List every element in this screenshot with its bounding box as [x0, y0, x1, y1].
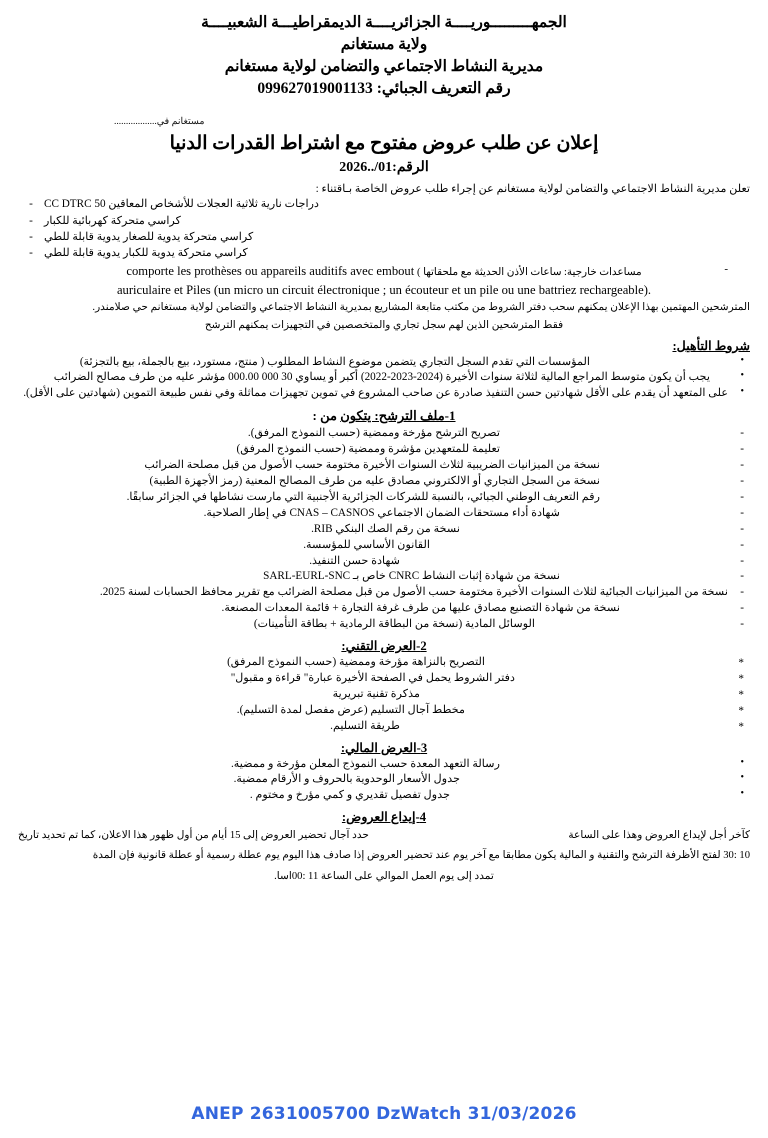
section3-item-label: جدول تفصيل تقديري و كمي مؤرخ و مختوم . [249, 789, 450, 802]
list-item [18, 474, 750, 490]
section2-item-label: مخطط آجال التسليم (عرض مفصل لمدة التسليم). [236, 703, 465, 716]
list-item [18, 490, 750, 506]
header-wilaya-line: ولاية مستغانم [340, 36, 428, 53]
section1-heading [18, 408, 750, 424]
section4-line1-right: حدد آجال تحضير العروض إلى 15 أيام من أول ظهور هذا الاعلان، كما تم تحديد تاريخ [18, 830, 369, 842]
place-date-line: مستغانم في.................. [114, 117, 205, 127]
section1-item-label: نسخة من السجل التجاري أو الالكتروني مصادق عليه من طرف المصالح المعنية (رمز الأجهزة الطبية) [149, 474, 600, 487]
section2-item-label: مذكرة تقنية تبريرية [332, 687, 420, 700]
section1-item-label: نسخة من شهادة إثبات النشاط CNRC خاص بـ SARL-EURL-SNC [263, 570, 560, 583]
qualification-item-label: على المتعهد أن يقدم على الأقل شهادتين حسن التنفيذ صادرة عن صاحب المشروع في تموين تجهيزات مماثلة وفي نفس طبيعة التموين (شهادتين على الأقل). [23, 387, 728, 400]
equipment-item-label: كراسي متحركة كهربائية للكبار [44, 214, 181, 227]
header-tax-id-line: رقم التعريف الجبائي: 099627019001133 [257, 80, 511, 97]
list-item [18, 355, 750, 371]
section3-item-label: رسالة التعهد المعدة حسب النموذج المعلن مؤرخة و ممضية. [230, 757, 500, 770]
list-item [18, 772, 750, 788]
section3-heading: 3-العرض المالي: [340, 740, 428, 755]
list-item [18, 569, 750, 585]
list-item [18, 671, 750, 687]
list-item [18, 245, 750, 261]
section4-heading: 4-إيداع العروض: [341, 810, 427, 825]
section1-item-label: نسخة من الميزانيات الجبائية لثلاث السنوات الأخيرة مختومة حسب الأصول من قبل مصلحة الضرائب مع تقرير محافظ الحسابات لسنة 2025. [99, 586, 728, 599]
section1-list [18, 426, 750, 633]
dash-bullet-icon: - [29, 198, 33, 211]
list-item [18, 426, 750, 442]
section4-line3: تمدد إلى يوم العمل الموالي على الساعة 11 :00اسا. [274, 871, 494, 883]
list-item [18, 196, 750, 212]
header-republic-line: الجمهـــــــــوريــــة الجزائريــــة الديمقراطيـــة الشعبيــــة [201, 14, 567, 31]
list-item [18, 703, 750, 719]
list-item [18, 229, 750, 245]
list-item [18, 458, 750, 474]
section1-title-tail: من : [312, 408, 337, 424]
document-header [18, 12, 750, 100]
equipment-list [18, 196, 750, 261]
header-directorate-line: مديرية النشاط الاجتماعي والتضامن لولاية مستغانم [224, 58, 544, 75]
section1-item-label: تصريح الترشح مؤرخة وممضية (حسب النموذج المرفق). [247, 427, 500, 440]
section4-line1-left: كآخر أجل لإيداع العروض وهذا على الساعة [568, 830, 750, 842]
intro-paragraph: تعلن مديرية النشاط الاجتماعي والتضامن لولاية مستغانم عن إجراء طلب عروض الخاصة بـاقتناء : [315, 182, 750, 195]
dash-bullet-icon: - [29, 230, 33, 243]
section1-item-label: نسخة من شهادة التصنيع مصادق عليها من طرف غرفة التجارة + قائمة المعدات المصنعة. [221, 602, 620, 615]
section1-number: 1 [449, 408, 456, 424]
list-item [18, 386, 750, 402]
dash-bullet-icon: - [29, 214, 33, 227]
list-item [18, 213, 750, 229]
anep-footer: ANEP 2631005700 DzWatch 31/03/2026 [191, 1104, 577, 1124]
section1-item-label: تعليمة للمتعهدين مؤشرة وممضية (حسب النموذج المرفق) [236, 443, 500, 456]
external-aid-block [18, 263, 750, 298]
list-item [18, 757, 750, 773]
dash-bullet-icon: - [724, 263, 728, 276]
list-item [18, 370, 750, 386]
list-item [18, 788, 750, 804]
eligibility-paragraph: فقط المترشحين الذين لهم سجل تجاري والمتخصصين في التجهيزات يمكنهم الترشح [204, 319, 564, 331]
section2-list [18, 655, 750, 735]
section1-item-label: الوسائل المادية (نسخة من البطاقة الرمادية + بطاقة التأمينات) [253, 618, 535, 631]
section4-deadline-row [18, 828, 750, 844]
withdrawal-paragraph: المترشحين المهتمين بهذا الإعلان يمكنهم سحب دفتر الشروط من مكتب متابعة المشاريع بمديرية النشاط الاجتماعي والتضامن لولاية مستغانم حي صلامندر. [92, 302, 750, 314]
qualification-list [18, 355, 750, 403]
section1-item-label: نسخة من الميزانيات الضريبية لثلاث السنوات الأخيرة مختومة حسب الأصول من قبل مصلحة الضرائب [144, 459, 600, 472]
list-item [18, 655, 750, 671]
external-aid-arabic: مساعدات خارجية: ساعات الأذن الحديثة مع ملحقاتها ) [417, 267, 642, 279]
section2-item-label: دفتر الشروط يحمل في الصفحة الأخيرة عبارة" قراءة و مقبول" [230, 671, 515, 684]
list-item [18, 617, 750, 633]
section3-list [18, 757, 750, 805]
list-item [18, 522, 750, 538]
external-aid-french-line2: auriculaire et Piles (un micro un circuit électronique ; un écouteur et un pile ou une battriez rechargeable). [116, 282, 652, 297]
section4-line2: 10 :30 لفتح الأظرفة الترشح والتقنية و المالية يكون مطابقا مع آخر يوم عند تحضير العروض إذا صادف هذا اليوم يوم عطلة رسمية أو عطلة قانونية فإن المدة [92, 850, 750, 862]
qualification-item-label: يجب أن يكون متوسط المراجع المالية لثلاثة سنوات الأخيرة (2024-2023-2022) أكبر أو يساوي 30 000 000.00 مؤشر عليه من طرف مصالح الضرائب [53, 371, 710, 384]
section1-item-label: شهادة أداء مستحقات الضمان الاجتماعي CNAS – CASNOS في إطار الصلاحية. [203, 506, 560, 519]
page-title: إعلان عن طلب عروض مفتوح مع اشتراط القدرات الدنيا [169, 133, 599, 154]
list-item [18, 601, 750, 617]
dash-bullet-icon: - [29, 247, 33, 260]
section2-heading: 2-العرض التقني: [341, 639, 427, 654]
section2-item-label: طريقة التسليم. [330, 719, 400, 732]
list-item [18, 506, 750, 522]
section1-item-label: القانون الأساسي للمؤسسة. [303, 538, 430, 551]
qualification-heading: شروط التأهيل: [672, 338, 750, 353]
list-item [18, 554, 750, 570]
list-item [18, 719, 750, 735]
section1-item-label: شهادة حسن التنفيذ. [309, 554, 400, 567]
equipment-item-label: كراسي متحركة يدوية للكبار يدوية قابلة للطي [44, 247, 248, 260]
external-aid-french-line2-wrap [18, 282, 750, 299]
list-item [18, 538, 750, 554]
reference-number: الرقم:01/..2026 [339, 159, 429, 175]
list-item [18, 687, 750, 703]
list-item [18, 442, 750, 458]
section1-item-label: رقم التعريف الوطني الجبائي، بالنسبة للشركات الجزائرية الأجنبية التي مارست نشاطها في الجزائر سابقًا. [126, 490, 600, 503]
qualification-item-label: المؤسسات التي تقدم السجل التجاري يتضمن موضوع النشاط المطلوب ( منتج، مستورد، بيع بالجملة، بيع بالتجزئة) [79, 355, 590, 368]
equipment-item-label: كراسي متحركة يدوية للصغار يدوية قابلة للطي [44, 230, 254, 243]
section1-title: -ملف الترشح: يتكون [340, 408, 450, 424]
section2-item-label: التصريح بالنزاهة مؤرخة وممضية (حسب النموذج المرفق) [227, 656, 485, 669]
section1-item-label: نسخة من رقم الصك البنكي RIB. [311, 522, 460, 535]
equipment-item-label: دراجات نارية ثلاثية العجلات للأشخاص المعاقين 50 CC DTRC [44, 198, 319, 211]
external-aid-french-line1: comporte les prothèses ou appareils auditifs avec embout [126, 264, 415, 279]
list-item [18, 585, 750, 601]
section3-item-label: جدول الأسعار الوحدوية بالحروف و الأرقام ممضية. [233, 773, 460, 786]
